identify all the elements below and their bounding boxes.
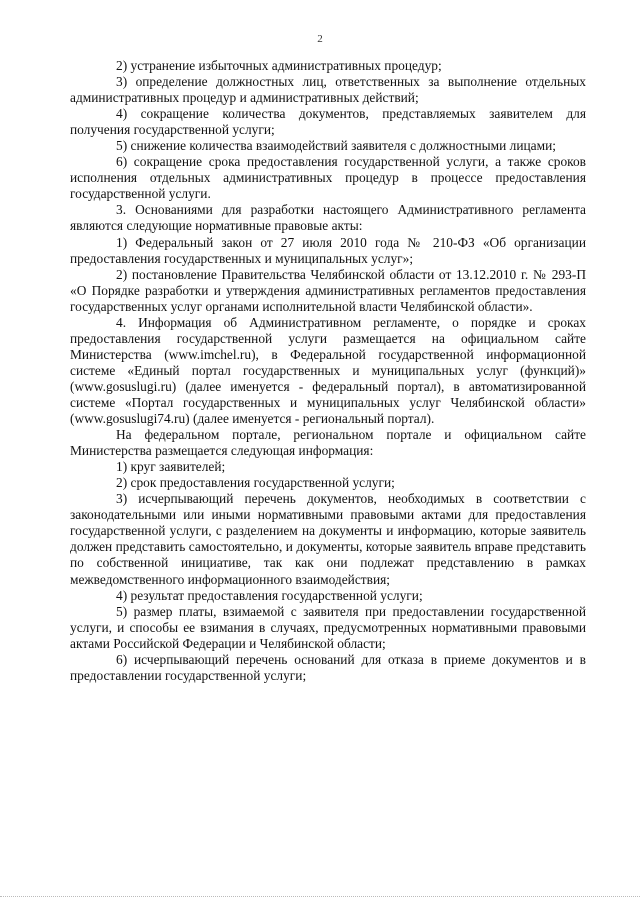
paragraph-5: 6) сокращение срока предоставления государственной услуги, а также сроков исполнения отдельных административных процедур в процессе предоставления государственной услуги. — [70, 154, 586, 202]
paragraph-13: 3) исчерпывающий перечень документов, необходимых в соответствии с законодательными или иными нормативными правовыми актами для предоставления государственной услуги, с разделением на документы и информацию, которые заявитель должен представить самостоятельно, и документы, которые заявитель вправе представить по собственной инициативе, так как они подлежат представлению в рамках межведомственного информационного взаимодействия; — [70, 491, 586, 587]
paragraph-11: 1) круг заявителей; — [116, 459, 226, 475]
document-body — [70, 58, 586, 684]
paragraph-2: 3) определение должностных лиц, ответственных за выполнение отдельных административных процедур и административных действий; — [70, 74, 586, 106]
page-number: 2 — [317, 33, 323, 45]
paragraph-15: 5) размер платы, взимаемой с заявителя при предоставлении государственной услуги, и способы ее взимания в случаях, предусмотренных нормативными правовыми актами Российской Федерации и Челябинской области; — [70, 603, 586, 651]
paragraph-9: 4. Информация об Административном регламенте, о порядке и сроках предоставления государственной услуги размещается на официальном сайте Министерства (www.imchel.ru), в Федеральной государственной информационной системе «Единый портал государственных и муниципальных услуг (функций)» (www.gosuslugi.ru) (далее именуется - федеральный портал), в автоматизированной системе «Портал государственных и муниципальных услуг Челябинской области» (www.gosuslugi74.ru) (далее именуется - региональный портал). — [70, 314, 586, 427]
paragraph-7: 1) Федеральный закон от 27 июля 2010 года № 210-ФЗ «Об организации предоставления государственных и муниципальных услуг»; — [70, 234, 586, 266]
paragraph-8: 2) постановление Правительства Челябинской области от 13.12.2010 г. № 293-П «О Порядке разработки и утверждения административных регламентов предоставления государственных услуг органами исполнительной власти Челябинской области». — [70, 266, 586, 314]
paragraph-1: 2) устранение избыточных административных процедур; — [116, 58, 442, 73]
scan-edge-line — [0, 896, 640, 898]
paragraph-12: 2) срок предоставления государственной услуги; — [116, 475, 395, 491]
paragraph-3: 4) сокращение количества документов, представляемых заявителем для получения государственной услуги; — [70, 106, 586, 138]
paragraph-10: На федеральном портале, региональном портале и официальном сайте Министерства размещается следующая информация: — [70, 427, 586, 459]
paragraph-6: 3. Основаниями для разработки настоящего Административного регламента являются следующие нормативные правовые акты: — [70, 202, 586, 234]
paragraph-14: 4) результат предоставления государственной услуги; — [116, 587, 423, 603]
paragraph-16: 6) исчерпывающий перечень оснований для отказа в приеме документов и в предоставлении государственной услуги; — [70, 651, 586, 683]
paragraph-4: 5) снижение количества взаимодействий заявителя с должностными лицами; — [116, 138, 556, 154]
